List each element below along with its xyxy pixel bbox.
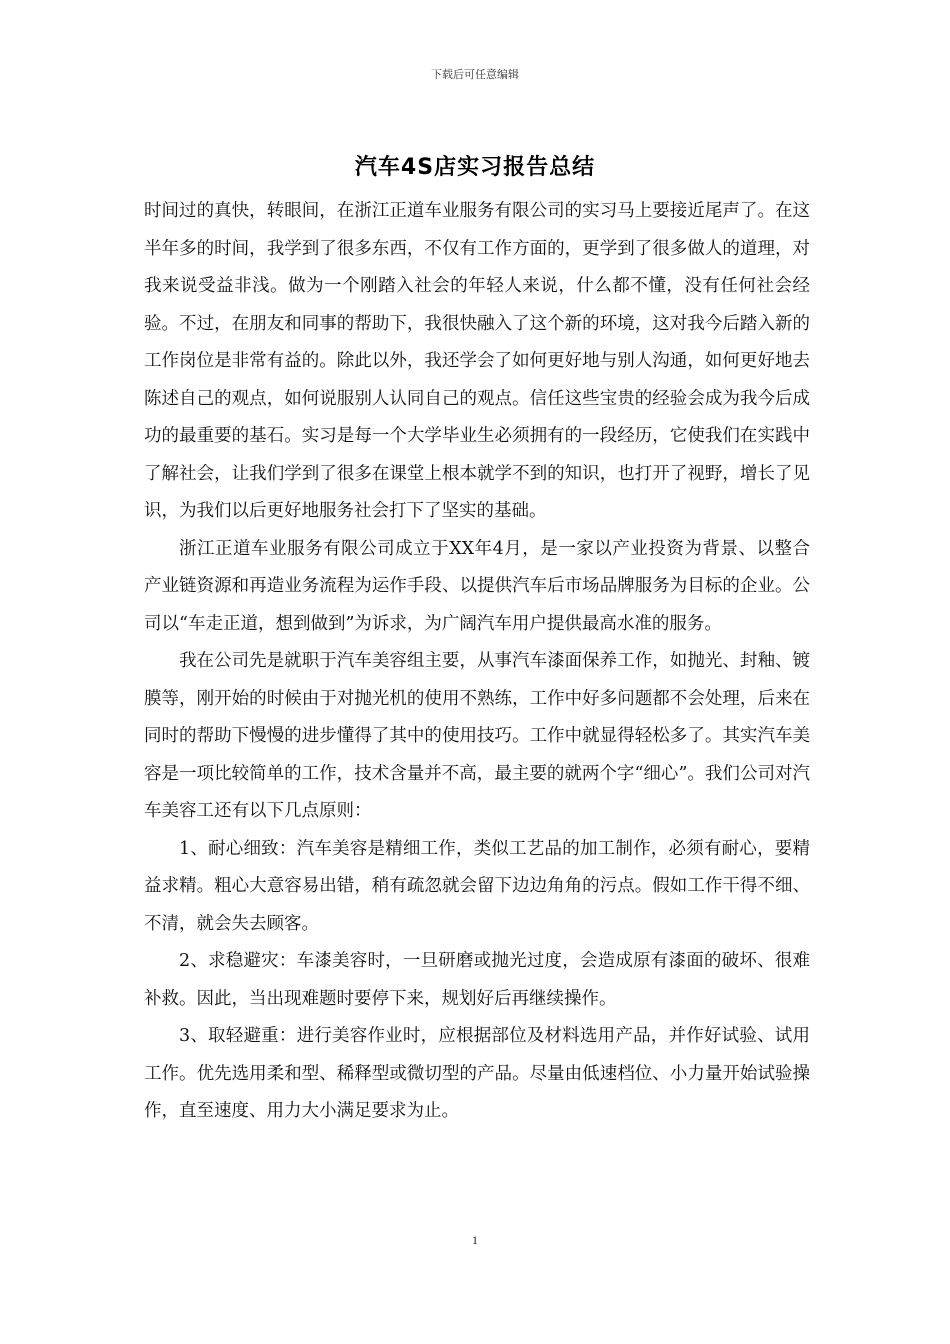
paragraph-principle-1: 1、耐心细致：汽车美容是精细工作，类似工艺品的加工制作，必须有耐心，要精益求精。粗心大意容易出错，稍有疏忽就会留下边边角角的污点。假如工作干得不细、不清，就会失去顾客。: [144, 838, 810, 934]
paragraph-company: 浙江正道车业服务有限公司成立于XX年4月，是一家以产业投资为背景、以整合产业链资源和再造业务流程为运作手段、以提供汽车后市场品牌服务为目标的企业。公司以“车走正道，想到做到”为诉求，为广阔汽车用户提供最高水准的服务。: [144, 538, 810, 634]
paragraph-intro: 时间过的真快，转眼间，在浙江正道车业服务有限公司的实习马上要接近尾声了。在这半年多的时间，我学到了很多东西，不仅有工作方面的，更学到了很多做人的道理，对我来说受益非浅。做为一个刚踏入社会的年轻人来说，什么都不懂，没有任何社会经验。不过，在朋友和同事的帮助下，我很快融入了这个新的环境，这对我今后踏入新的工作岗位是非常有益的。除此以外，我还学会了如何更好地与别人沟通，如何更好地去陈述自己的观点，如何说服别人认同自己的观点。信任这些宝贵的经验会成为我今后成功的最重要的基石。实习是每一个大学毕业生必须拥有的一段经历，它使我们在实践中了解社会，让我们学到了很多在课堂上根本就学不到的知识，也打开了视野，增长了见识，为我们以后更好地服务社会打下了坚实的基础。: [144, 201, 810, 521]
document-body: [144, 193, 810, 1131]
document-title: 汽车4S店实习报告总结: [354, 155, 596, 180]
header-note: 下载后可任意编辑: [431, 68, 519, 81]
paragraph-work: 我在公司先是就职于汽车美容组主要，从事汽车漆面保养工作，如抛光、封釉、镀膜等，刚开始的时候由于对抛光机的使用不熟练，工作中好多问题都不会处理，后来在同时的帮助下慢慢的进步懂得了其中的使用技巧。工作中就显得轻松多了。其实汽车美容是一项比较简单的工作，技术含量并不高，最主要的就两个字“细心”。我们公司对汽车美容工还有以下几点原则：: [144, 651, 810, 821]
page-number: 1: [472, 1233, 478, 1247]
paragraph-principle-2: 2、求稳避灾：车漆美容时，一旦研磨或抛光过度，会造成原有漆面的破坏、很难补救。因此，当出现难题时要停下来，规划好后再继续操作。: [144, 951, 810, 1009]
paragraph-principle-3: 3、取轻避重：进行美容作业时，应根据部位及材料选用产品，并作好试验、试用工作。优先选用柔和型、稀释型或微切型的产品。尽量由低速档位、小力量开始试验操作，直至速度、用力大小满足要求为止。: [144, 1026, 810, 1121]
